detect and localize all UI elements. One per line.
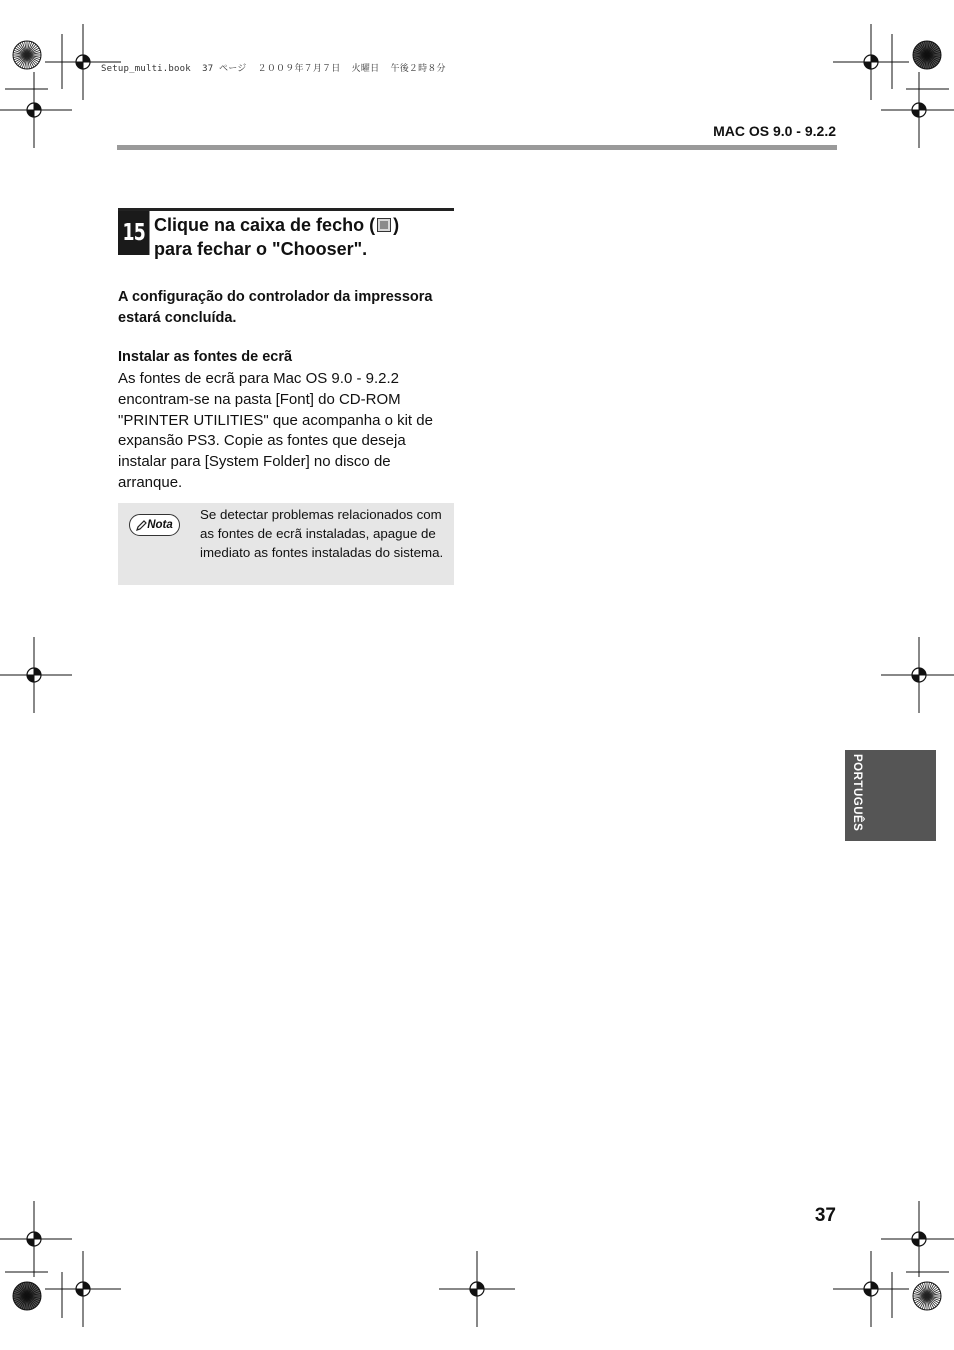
section-title: MAC OS 9.0 - 9.2.2 [713, 123, 836, 139]
step-title-part1: Clique na caixa de fecho ( [154, 215, 376, 235]
print-header: Setup_multi.book 37 ページ ２００９年７月７日 火曜日 午後２時８分 [101, 64, 446, 74]
registration-mark-icon [881, 1201, 954, 1277]
registration-mark-icon [833, 1251, 909, 1327]
color-wheel-icon [913, 1282, 941, 1310]
registration-mark-icon [0, 637, 72, 713]
fonts-heading: Instalar as fontes de ecrã [118, 349, 293, 365]
registration-mark-icon [439, 1251, 515, 1327]
registration-mark-icon [45, 24, 121, 100]
step-number: 15 [118, 211, 150, 255]
language-tab-label: PORTUGUÊS [851, 754, 863, 832]
conclusion-text: A configuração do controlador da impressora estará concluída. [118, 289, 433, 326]
registration-mark-icon [881, 637, 954, 713]
color-wheel-icon [13, 1282, 41, 1310]
page-number: 37 [814, 1205, 836, 1226]
note-text: Se detectar problemas relacionados com as fontes de ecrã instaladas, apague de imediato as fontes instaladas do sistema. [200, 507, 444, 560]
color-wheel-icon [13, 41, 41, 69]
note-label: Nota [147, 519, 173, 531]
color-wheel-icon [913, 41, 941, 69]
registration-mark-icon [0, 1201, 72, 1277]
step-title-part2: ) [393, 215, 400, 235]
registration-mark-icon [45, 1251, 121, 1327]
fonts-body: As fontes de ecrã para Mac OS 9.0 - 9.2.2 encontram-se na pasta [Font] do CD-ROM "PRINTER UTILITIES" que acompanha o kit de expansão PS3. Copie as fontes que deseja instalar para [System Folder] no disco de arranque. [118, 370, 433, 491]
step-title-line2: para fechar o "Chooser". [154, 239, 368, 259]
registration-mark-icon [833, 24, 909, 100]
registration-mark-icon [0, 72, 72, 148]
